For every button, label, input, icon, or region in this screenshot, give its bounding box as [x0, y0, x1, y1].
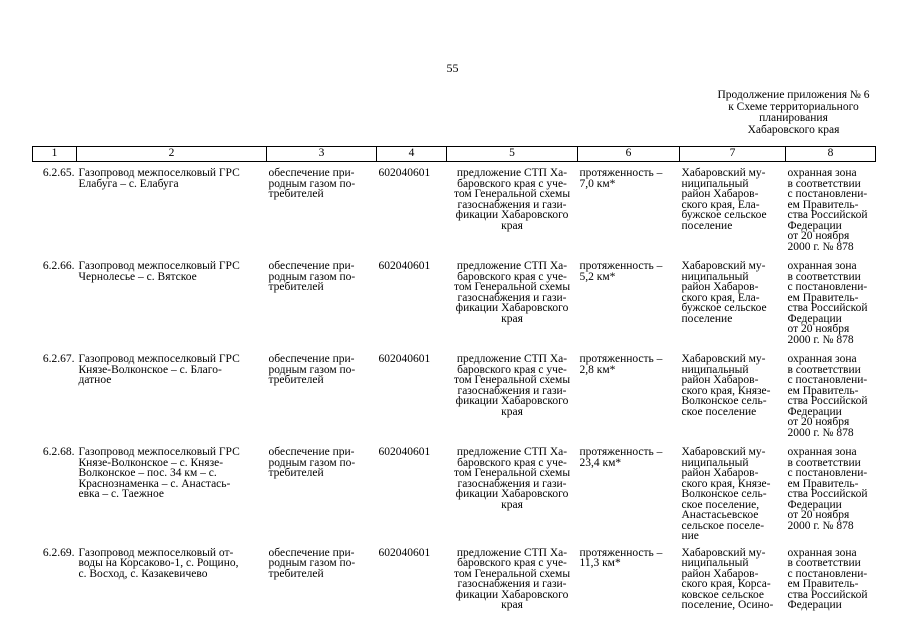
table-row — [33, 348, 876, 441]
column-header: 7 — [680, 147, 786, 162]
object-code: 602040601 — [378, 167, 431, 179]
object-location: Хабаровский му- ниципальный район Хабаров- ского края, Князе- Волконское сель- ское поселение, Анастасьевское сельское поселе- ние — [681, 446, 771, 542]
object-location: Хабаровский му- ниципальный район Хабаров- ского края, Ела- бужское сельское поселение — [681, 260, 767, 325]
object-purpose: обеспечение при- родным газом по- требителей — [268, 446, 356, 479]
column-header: 5 — [447, 147, 578, 162]
object-purpose: обеспечение при- родным газом по- требителей — [268, 546, 356, 580]
protection-zone: охранная зона в соответствии с постановлени- ем Правитель- ства Российской Федерации от 20 ноября 2000 г. № 878 — [787, 353, 868, 439]
object-location: Хабаровский му- ниципальный район Хабаров- ского края, Князе- Волконское сель- ское поселение — [681, 353, 771, 418]
planning-basis: предложение СТП Ха- баровского края с уче- том Генеральной схемы газоснабжения и гази- фикации Хабаровского края — [453, 546, 571, 611]
row-number: 6.2.69. — [42, 546, 75, 559]
appendix-continuation-note: Продолжение приложения № 6 к Схеме территориального планирования Хабаровского края — [717, 89, 870, 136]
planning-basis: предложение СТП Ха- баровского края с уче- том Генеральной схемы газоснабжения и гази- фикации Хабаровского края — [453, 446, 571, 511]
planning-basis: предложение СТП Ха- баровского края с уче- том Генеральной схемы газоснабжения и гази- фикации Хабаровского края — [453, 167, 571, 232]
object-name: Газопровод межпоселковый от- воды на Корсаково-1, с. Рощино, с. Восход, с. Казакевичево — [78, 546, 239, 580]
row-number: 6.2.67. — [42, 353, 75, 365]
table-row — [33, 441, 876, 542]
object-code: 602040601 — [378, 446, 431, 458]
table-row — [33, 542, 876, 612]
table-row — [33, 162, 876, 256]
row-number: 6.2.65. — [42, 167, 75, 179]
gas-pipeline-table — [32, 146, 876, 612]
column-header: 6 — [578, 147, 680, 162]
pipeline-length: протяженность – 11,3 км* — [579, 546, 663, 569]
planning-basis: предложение СТП Ха- баровского края с уче- том Генеральной схемы газоснабжения и гази- фикации Хабаровского края — [453, 353, 571, 418]
object-name: Газопровод межпоселковый ГРС Князе-Волконское – с. Благо- датное — [78, 353, 240, 386]
object-purpose: обеспечение при- родным газом по- требителей — [268, 353, 356, 386]
object-name: Газопровод межпоселковый ГРС Чернолесье – с. Вятское — [78, 260, 240, 283]
protection-zone: охранная зона в соответствии с постановлени- ем Правитель- ства Российской Федерации от 20 ноября 2000 г. № 878 — [787, 446, 868, 532]
column-header: 8 — [786, 147, 876, 162]
object-purpose: обеспечение при- родным газом по- требителей — [268, 167, 356, 200]
object-purpose: обеспечение при- родным газом по- требителей — [268, 260, 356, 293]
object-name: Газопровод межпоселковый ГРС Князе-Волконское – с. Князе- Волконское – пос. 34 км – с. Краснознаменка – с. Анастась- евка – с. Таежное — [78, 446, 240, 500]
pipeline-length: протяженность – 7,0 км* — [579, 167, 663, 190]
row-number: 6.2.68. — [42, 446, 75, 458]
object-location: Хабаровский му- ниципальный район Хабаров- ского края, Корса- ковское сельское поселение, Осино- — [681, 546, 774, 611]
pipeline-length: протяженность – 2,8 км* — [579, 353, 663, 376]
object-code: 602040601 — [378, 546, 431, 559]
object-name: Газопровод межпоселковый ГРС Елабуга – с. Елабуга — [78, 167, 240, 190]
pipeline-length: протяженность – 23,4 км* — [579, 446, 663, 469]
column-header: 3 — [267, 147, 377, 162]
protection-zone: охранная зона в соответствии с постановлени- ем Правитель- ства Российской Федерации от 20 ноября 2000 г. № 878 — [787, 260, 868, 346]
column-header: 4 — [377, 147, 447, 162]
object-code: 602040601 — [378, 260, 431, 272]
page-number: 55 — [446, 61, 459, 75]
row-number: 6.2.66. — [42, 260, 75, 272]
planning-basis: предложение СТП Ха- баровского края с уче- том Генеральной схемы газоснабжения и гази- фикации Хабаровского края — [453, 260, 571, 325]
table-row — [33, 255, 876, 348]
column-number-row — [33, 147, 876, 162]
object-location: Хабаровский му- ниципальный район Хабаров- ского края, Ела- бужское сельское поселение — [681, 167, 767, 232]
protection-zone: охранная зона в соответствии с постановлени- ем Правитель- ства Российской Федерации — [787, 546, 868, 611]
column-header: 1 — [33, 147, 77, 162]
protection-zone: охранная зона в соответствии с постановлени- ем Правитель- ства Российской Федерации от 20 ноября 2000 г. № 878 — [787, 167, 868, 253]
pipeline-length: протяженность – 5,2 км* — [579, 260, 663, 283]
column-header: 2 — [77, 147, 267, 162]
object-code: 602040601 — [378, 353, 431, 365]
